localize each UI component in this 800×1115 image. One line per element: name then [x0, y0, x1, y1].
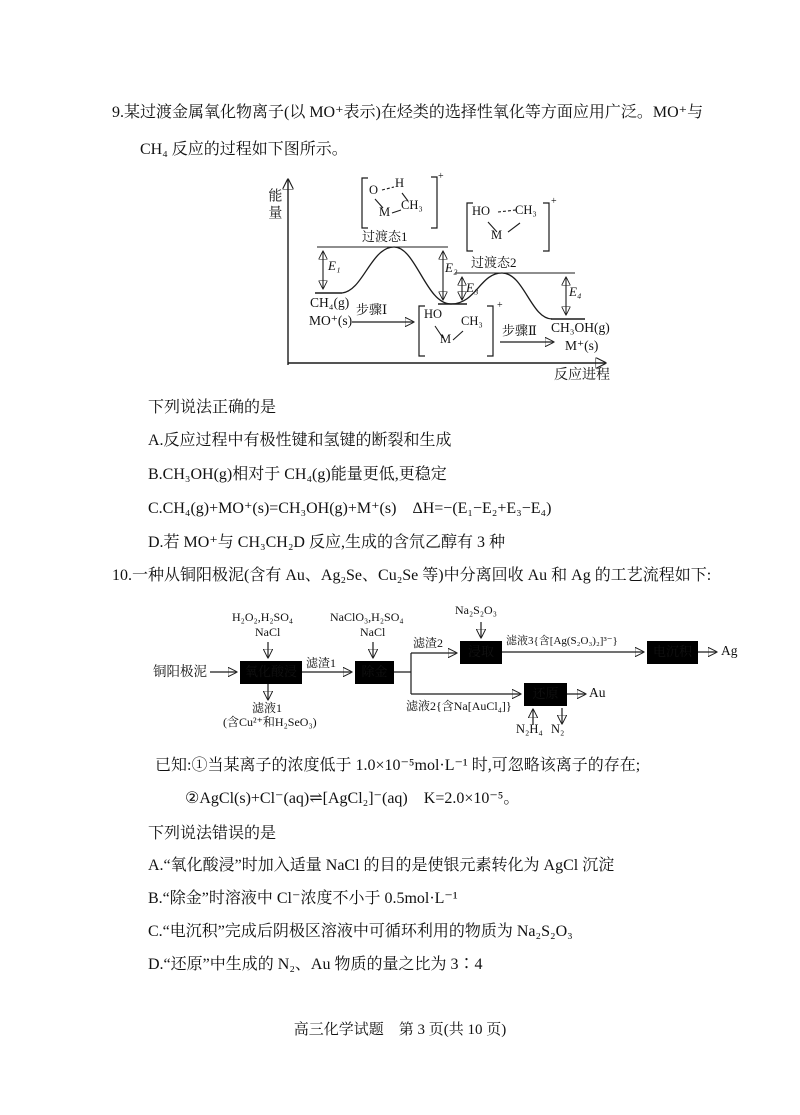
step1-label: 步骤Ⅰ: [356, 302, 388, 317]
e1-label: E₁: [328, 258, 341, 273]
flow-reagent1b-label: NaCl: [255, 625, 281, 639]
flow-box-reduce-label: 还原: [532, 686, 559, 701]
intermediate-right-bracket: [487, 306, 493, 356]
q9-option-a: A.反应过程中有极性键和氢键的断裂和生成: [148, 432, 452, 449]
q9-option-c: C.CH₄(g)+MO⁺(s)=CH₃OH(g)+M⁺(s) ΔH=−(E₁−E₂+E₃−E₄): [148, 500, 552, 517]
ts2-bond-ho-ch3-dashed: [498, 210, 516, 212]
flow-hydrazine-label: N₂H₄: [516, 722, 543, 736]
q10-option-c: C.“电沉积”完成后阴极区溶液中可循环利用的物质为 Na₂S₂O₃: [148, 923, 573, 940]
ts1-o-atom: O: [369, 183, 379, 197]
ts1-m-atom: M: [379, 205, 391, 219]
flow-reagent1a-label: H₂O₂,H₂SO₄: [232, 610, 294, 624]
flow-reagent2b-label: NaCl: [360, 625, 386, 639]
q9-stem: 下列说法正确的是: [148, 399, 277, 416]
ts2-m-atom: M: [491, 228, 503, 242]
ts1-bond-m-ch3: [392, 210, 401, 213]
ts2-bond-m-ch3: [508, 223, 520, 232]
flow-feed-label: 铜阳极泥: [153, 664, 207, 679]
ts1-left-bracket: [362, 178, 368, 228]
intermediate-ho-group: HO: [424, 307, 443, 321]
q10-known2: ②AgCl(s)+Cl⁻(aq)⇌[AgCl₂]⁻(aq) K=2.0×10⁻⁵。: [185, 790, 520, 807]
ts2-label: 过渡态2: [471, 255, 517, 270]
ts1-right-bracket: [431, 177, 437, 228]
intermediate-bond-m-ch3: [453, 331, 463, 340]
ts2-right-bracket: [543, 203, 549, 251]
flow-residue2-label: 滤渣2: [413, 636, 444, 650]
e4-label: E₄: [569, 284, 582, 299]
intermediate-charge: +: [497, 300, 503, 311]
products-label-2: M⁺(s): [565, 338, 599, 353]
ts1-ch3-group: CH₃: [401, 198, 423, 212]
flow-silver-label: Ag: [721, 643, 738, 658]
e3-label: E₃: [466, 280, 479, 295]
step2-label: 步骤Ⅱ: [502, 323, 537, 338]
q9-line2: CH₄ 反应的过程如下图所示。: [140, 141, 348, 158]
ts1-label: 过渡态1: [362, 229, 408, 244]
energy-x-axis-label: 反应进程: [554, 368, 610, 383]
flow-filtrate1-label: 滤液1: [252, 701, 283, 715]
q9-option-b: B.CH₃OH(g)相对于 CH₄(g)能量更低,更稳定: [148, 466, 447, 483]
ts2-charge: +: [551, 196, 557, 207]
flow-box-leach-label: 浸取: [467, 644, 494, 659]
flow-box-oxidative-leach-label: 氧化酸浸: [244, 664, 297, 679]
e2-label: E₂: [445, 260, 458, 275]
page-footer: 高三化学试题 第 3 页(共 10 页): [293, 1022, 507, 1038]
q10-option-b: B.“除金”时溶液中 Cl⁻浓度不小于 0.5mol·L⁻¹: [148, 890, 458, 907]
reactants-label-2: MO⁺(s): [309, 313, 353, 328]
products-label-1: CH₃OH(g): [551, 320, 610, 335]
flow-filtrate3-label: 滤液3{含[Ag(S₂O₃)₂]³⁻}: [506, 635, 618, 647]
q9-line1: 9.某过渡金属氧化物离子(以 MO⁺表示)在烃类的选择性氧化等方面应用广泛。MO⁺与: [112, 104, 704, 121]
q10-stem: 下列说法错误的是: [148, 825, 277, 842]
flow-gold-label: Au: [589, 685, 606, 700]
q9-option-d: D.若 MO⁺与 CH₃CH₂D 反应,生成的含氘乙醇有 3 种: [148, 534, 505, 551]
q10-intro: 10.一种从铜阳极泥(含有 Au、Ag₂Se、Cu₂Se 等)中分离回收 Au 和 Ag 的工艺流程如下:: [112, 567, 712, 584]
flow-reagent3-label: Na₂S₂O₃: [455, 603, 497, 617]
q10-option-d: D.“还原”中生成的 N₂、Au 物质的量之比为 3∶4: [148, 956, 483, 973]
flow-reagent2a-label: NaClO₃,H₂SO₄: [330, 610, 404, 624]
energy-diagram: [255, 168, 625, 398]
flow-box-remove-gold-label: 除金: [361, 664, 388, 679]
ts2-ch3-group: CH₃: [515, 203, 537, 217]
flow-nitrogen-label: N₂: [551, 722, 565, 736]
ts1-bond-o-h-dashed: [382, 187, 394, 190]
reactants-label-1: CH₄(g): [310, 295, 350, 310]
ts1-h-atom: H: [395, 176, 405, 190]
intermediate-ch3-group: CH₃: [461, 314, 483, 328]
flow-filtrate2-label: 滤液2{含Na[AuCl₄]}: [406, 699, 512, 713]
flow-residue1-label: 滤渣1: [306, 656, 337, 670]
q10-known1: 已知:①当某离子的浓度低于 1.0×10⁻⁵mol·L⁻¹ 时,可忽略该离子的存在;: [155, 757, 641, 774]
ts1-charge: +: [438, 171, 444, 182]
q10-option-a: A.“氧化酸浸”时加入适量 NaCl 的目的是使银元素转化为 AgCl 沉淀: [148, 857, 615, 874]
intermediate-m-atom: M: [440, 332, 452, 346]
ts2-ho-group: HO: [472, 204, 491, 218]
flow-box-electrodeposit-label: 电沉积: [652, 644, 692, 659]
flow-filtrate1-note: (含Cu²⁺和H₂SeO₃): [223, 715, 317, 729]
energy-y-axis-label: 能量: [266, 188, 282, 222]
